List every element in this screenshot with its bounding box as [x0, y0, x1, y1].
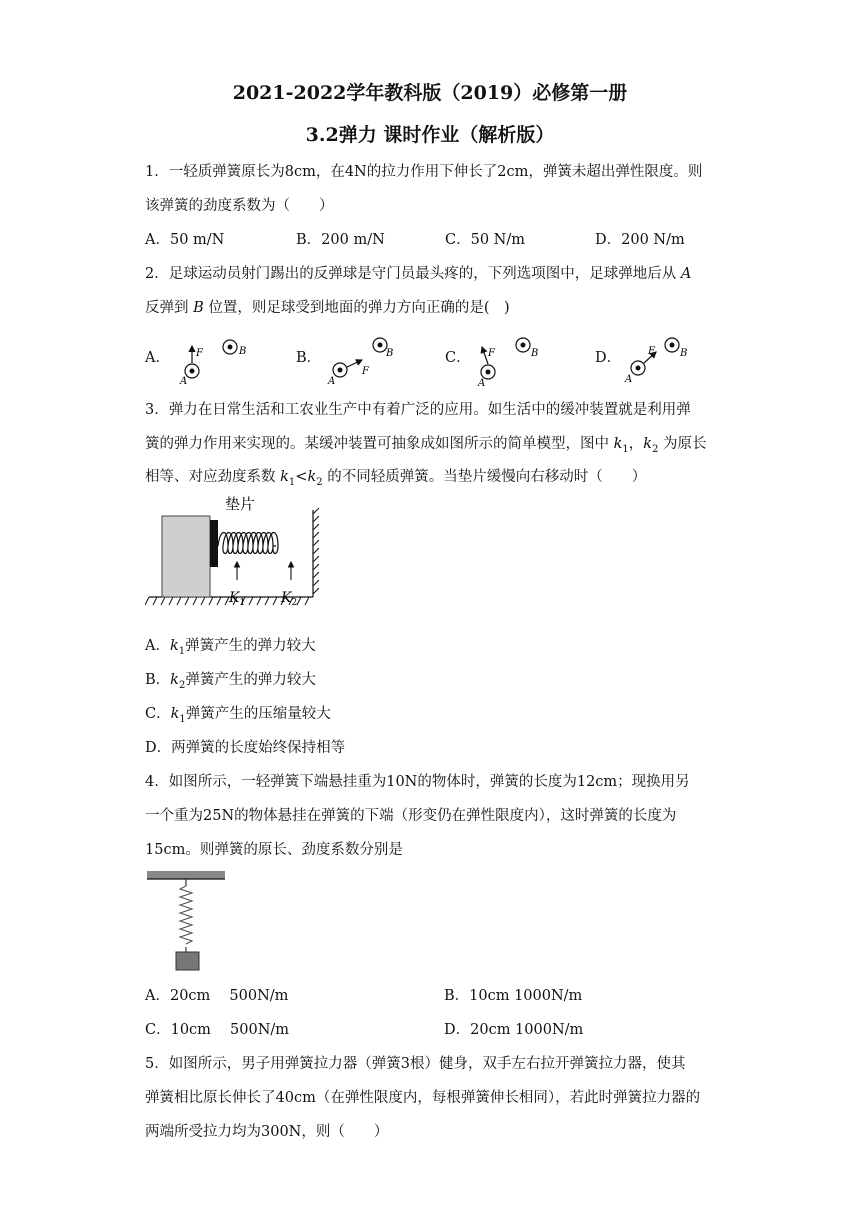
label-f: F: [362, 366, 369, 377]
q5-line2: 弹簧相比原长伸长了40cm（在弹性限度内，每根弹簧伸长相同），若此时弹簧拉力器的: [145, 1090, 701, 1106]
q5-line1: 5．如图所示，男子用弹簧拉力器（弹簧3根）健身，双手左右拉开弹簧拉力器，使其: [145, 1056, 686, 1072]
q1-option-b: B．200 m/N: [296, 232, 385, 248]
wall-hatch: [313, 508, 319, 594]
q4-option-b: B．10cm 1000N/m: [444, 988, 583, 1004]
label-b: B: [680, 348, 688, 359]
ceiling: [147, 871, 225, 879]
label-f: F: [488, 348, 495, 359]
q2-figure-b: [322, 332, 402, 390]
label-k1: $K_1$: [229, 590, 246, 608]
q4-hanging-spring-figure: [145, 868, 229, 976]
label-b: B: [239, 346, 247, 357]
q1-line1: 1．一轻质弹簧原长为8cm，在4N的拉力作用下伸长了2cm，弹簧未超出弹性限度。则: [145, 164, 703, 180]
q2-option-b: B．: [296, 350, 322, 366]
q3-option-d: D．两弹簧的长度始终保持相等: [145, 740, 346, 756]
label-f: F: [196, 348, 203, 359]
force-arrow-icon: [347, 360, 362, 367]
spring: [180, 886, 192, 944]
q1-option-c: C．50 N/m: [445, 232, 525, 248]
soccer-ball-icon: [333, 363, 347, 377]
q2-figure-a: [172, 334, 252, 390]
label-a: A: [625, 374, 633, 385]
q4-line3: 15cm。则弹簧的原长、劲度系数分别是: [145, 842, 403, 858]
soccer-ball-icon: [481, 365, 495, 379]
q3-option-b: B．$k_2$弹簧产生的弹力较大: [145, 672, 316, 691]
q5-line3: 两端所受拉力均为300N，则（ ）: [145, 1124, 389, 1140]
label-b: B: [386, 348, 394, 359]
q3-buffer-figure: [145, 492, 325, 618]
block: [162, 516, 210, 597]
soccer-ball-icon: [631, 361, 645, 375]
q3-line2: 簧的弹力作用来实现的。某缓冲装置可抽象成如图所示的简单模型，图中 $k_1$，$k_2$ 为原长: [145, 436, 707, 455]
spring-coils: [218, 533, 278, 554]
q1-option-a: A．50 m/N: [145, 232, 225, 248]
q1-line2: 该弹簧的劲度系数为（ ）: [145, 198, 334, 214]
doc-subtitle: 3.2弹力 课时作业（解析版）: [305, 124, 555, 146]
q3-option-c: C．$k_1$弹簧产生的压缩量较大: [145, 706, 331, 725]
label-a: A: [328, 376, 336, 387]
q4-option-a: A．20cm 500N/m: [145, 988, 289, 1004]
soccer-ball-icon: [665, 338, 679, 352]
doc-title: 2021-2022学年教科版（2019）必修第一册: [232, 82, 628, 104]
label-f: F: [648, 346, 655, 357]
q4-option-c: C．10cm 500N/m: [145, 1022, 290, 1038]
q3-line3: 相等、对应劲度系数 $k_1<k_2$ 的不同轻质弹簧。当垫片缓慢向右移动时（ ）: [145, 469, 647, 488]
soccer-ball-icon: [223, 340, 237, 354]
q2-option-a: A．: [145, 350, 170, 366]
label-k2: $K_2$: [281, 590, 298, 608]
q2-option-c: C．: [445, 350, 471, 366]
q2-figure-c: [470, 334, 550, 390]
soccer-ball-icon: [516, 338, 530, 352]
q2-figure-d: [620, 332, 700, 388]
label-a: A: [180, 376, 188, 387]
q1-option-d: D．200 N/m: [595, 232, 685, 248]
q3-option-a: A．$k_1$弹簧产生的弹力较大: [145, 638, 316, 657]
weight-block: [176, 952, 199, 970]
label-b: B: [531, 348, 539, 359]
pad-label: 垫片: [225, 495, 256, 513]
q4-line1: 4．如图所示，一轻弹簧下端悬挂重为10N的物体时，弹簧的长度为12cm；现换用另: [145, 774, 690, 790]
soccer-ball-icon: [373, 338, 387, 352]
q4-option-d: D．20cm 1000N/m: [444, 1022, 584, 1038]
q2-line1: 2．足球运动员射门踢出的反弹球是守门员最头疼的，下列选项图中，足球弹地后从 A: [145, 266, 692, 282]
q2-line2: 反弹到 B 位置，则足球受到地面的弹力方向正确的是( ): [145, 300, 510, 316]
pad: [210, 520, 218, 567]
label-a: A: [478, 378, 486, 389]
q2-option-d: D．: [595, 350, 622, 366]
q3-line1: 3．弹力在日常生活和工农业生产中有着广泛的应用。如生活中的缓冲装置就是利用弹: [145, 402, 691, 418]
q4-line2: 一个重为25N的物体悬挂在弹簧的下端（形变仍在弹性限度内），这时弹簧的长度为: [145, 808, 677, 824]
